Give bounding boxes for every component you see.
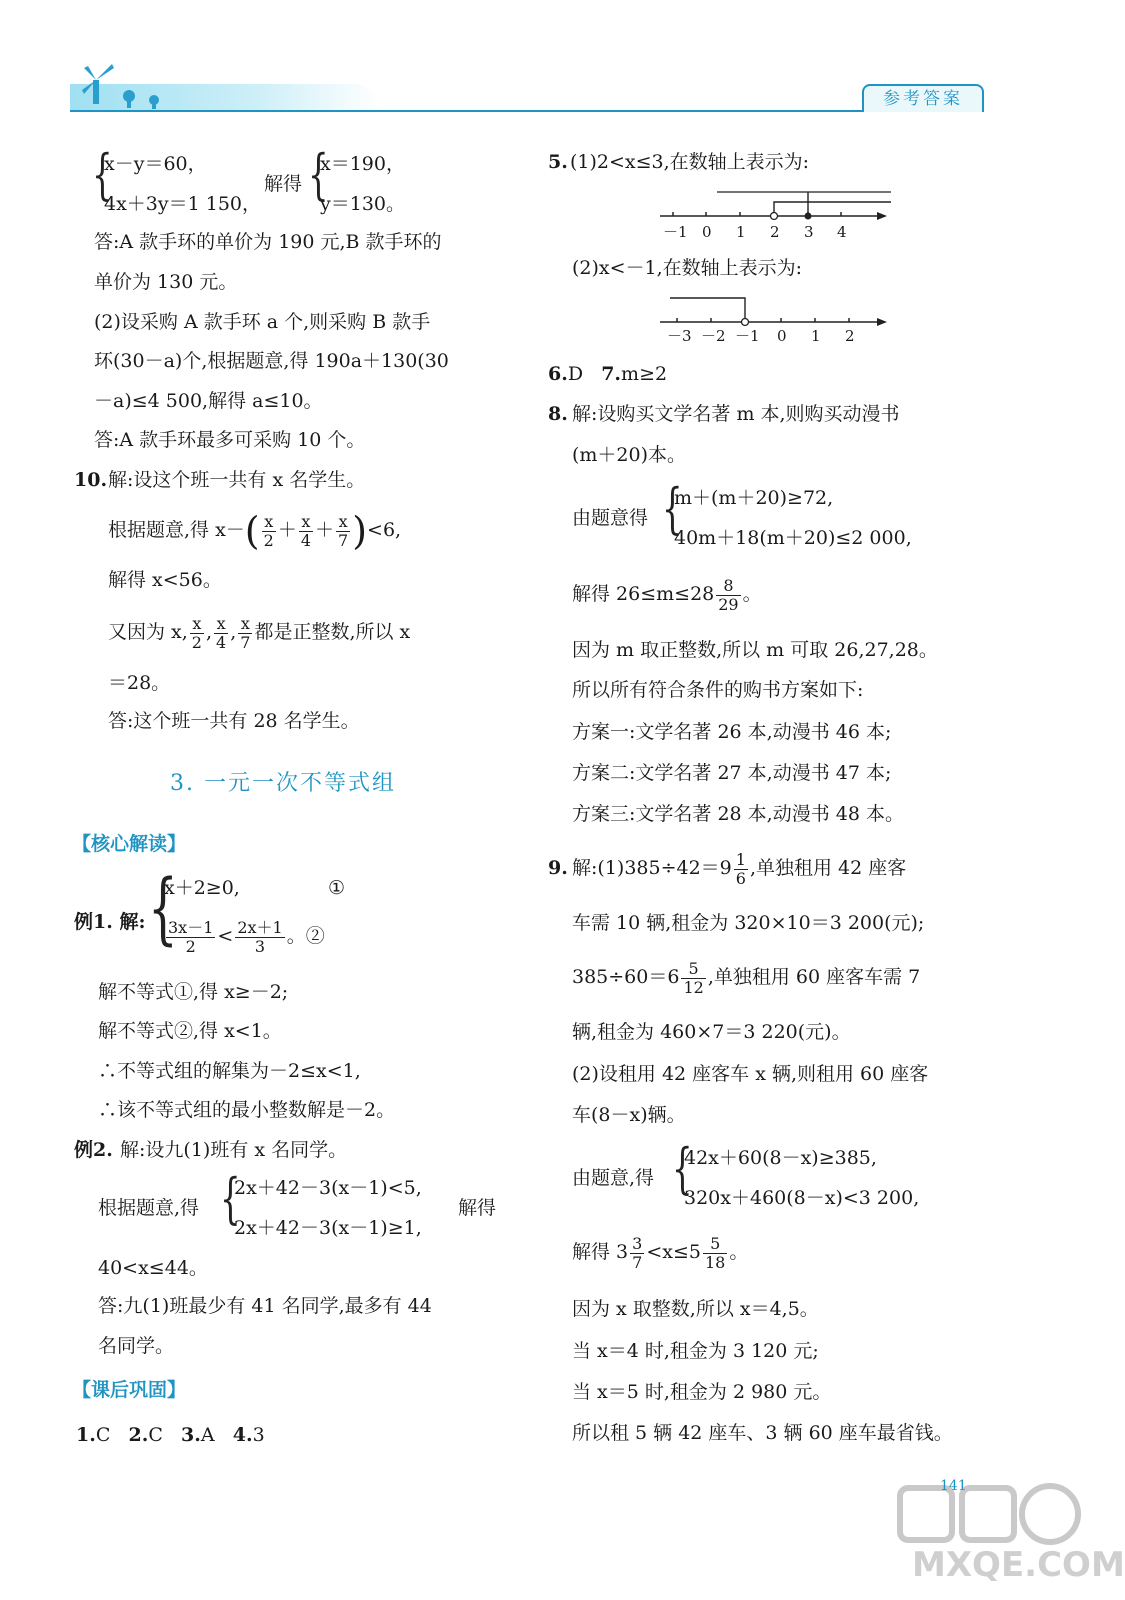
text-line: 解:(1)385÷42＝9 $\frac{1}{6}$ ,单独租用 42 座客 bbox=[572, 849, 907, 888]
text-line: 根据题意,得 bbox=[98, 1197, 200, 1219]
page-number: 141 bbox=[940, 1478, 967, 1494]
text-line: (1)2<x≤3,在数轴上表示为: bbox=[570, 151, 810, 173]
header-tag: 参考答案 bbox=[862, 84, 984, 112]
text-line: (m＋20)本。 bbox=[572, 444, 687, 466]
text-line: 方案二:文学名著 27 本,动漫书 47 本; bbox=[572, 762, 892, 784]
text-line: 环(30－a)个,根据题意,得 190a＋130(30 bbox=[94, 350, 449, 372]
equation: x－y＝60， bbox=[104, 153, 207, 175]
tick-label: －1 bbox=[735, 327, 760, 345]
tick-label: －2 bbox=[701, 327, 726, 345]
answers-line: 1.C 2.C 3.A 4.3 bbox=[76, 1424, 265, 1446]
equation: 根据题意,得 x－( $\frac{x}{2}$ ＋ $\frac{x}{4}$ ＋ $\frac{x}{7}$ )<6, bbox=[108, 509, 402, 553]
tick-label: －3 bbox=[667, 327, 692, 345]
text-line: 答:A 款手环最多可采购 10 个。 bbox=[94, 429, 366, 451]
text-line: 所以租 5 辆 42 座车、3 辆 60 座车最省钱。 bbox=[572, 1422, 953, 1444]
equation: 2x＋42－3(x－1)≥1, bbox=[234, 1217, 422, 1239]
text-line: 解:设九(1)班有 x 名同学。 bbox=[120, 1139, 348, 1161]
tick-label: 0 bbox=[777, 327, 787, 345]
text-line: 单价为 130 元。 bbox=[94, 271, 238, 293]
text-line: 因为 x 取整数,所以 x＝4,5。 bbox=[572, 1298, 819, 1320]
text-line: 车需 10 辆,租金为 320×10＝3 200(元); bbox=[572, 912, 925, 934]
brace: { bbox=[220, 1167, 241, 1230]
equation: m＋(m＋20)≥72, bbox=[674, 487, 834, 509]
text-line: ∴该不等式组的最小整数解是－2。 bbox=[98, 1099, 396, 1121]
section-label: 【核心解读】 bbox=[72, 833, 187, 855]
section-label: 【课后巩固】 bbox=[72, 1379, 187, 1401]
text-line: 解得 bbox=[264, 173, 303, 195]
text-line: 方案一:文学名著 26 本,动漫书 46 本; bbox=[572, 721, 892, 743]
tick-label: 0 bbox=[702, 223, 712, 241]
text-line: 车(8－x)辆。 bbox=[572, 1104, 686, 1126]
text-line: ＝28。 bbox=[108, 672, 171, 694]
equation: 320x＋460(8－x)<3 200, bbox=[684, 1187, 920, 1209]
text-line: 所以所有符合条件的购书方案如下: bbox=[572, 679, 864, 701]
text-line: 辆,租金为 460×7＝3 220(元)。 bbox=[572, 1021, 851, 1043]
brace: { bbox=[308, 143, 329, 206]
brace: { bbox=[148, 864, 178, 954]
tick-label: 2 bbox=[845, 327, 855, 345]
text-line: 解:设这个班一共有 x 名学生。 bbox=[108, 469, 366, 491]
text-line: 解得 x<56。 bbox=[108, 569, 222, 591]
text-line: 由题意,得 bbox=[572, 1167, 655, 1189]
text-line: 由题意得 bbox=[572, 507, 649, 529]
equation: 解得 3 $\frac{3}{7}$ <x≤5 $\frac{5}{18}$ 。 bbox=[572, 1233, 749, 1272]
equation-marker: ① bbox=[328, 877, 346, 899]
text-line: 解得 bbox=[458, 1197, 497, 1219]
text-line: 解不等式①,得 x≥－2; bbox=[98, 981, 289, 1003]
equation: y＝130。 bbox=[320, 193, 405, 215]
tick-label: 2 bbox=[770, 223, 780, 241]
text-line: 方案三:文学名著 28 本,动漫书 48 本。 bbox=[572, 803, 904, 825]
tick-label: －1 bbox=[663, 223, 688, 241]
header-rule bbox=[70, 110, 980, 112]
question-number: 8. bbox=[548, 403, 568, 425]
answers-line: 6.D 7.m≥2 bbox=[548, 363, 668, 385]
brace: { bbox=[92, 143, 113, 206]
equation: x＝190， bbox=[320, 153, 405, 175]
text-line: 因为 m 取正整数,所以 m 可取 26,27,28。 bbox=[572, 639, 938, 661]
equation: $\frac{3x-1}{2}$ < $\frac{2x+1}{3}$ 。② bbox=[168, 917, 325, 956]
text-line: (2)设采购 A 款手环 a 个,则采购 B 款手 bbox=[94, 311, 431, 333]
text-line: 答:这个班一共有 28 名学生。 bbox=[108, 710, 360, 732]
equation: 解得 26≤m≤28 $\frac{8}{29}$ 。 bbox=[572, 575, 762, 614]
example-label: 例1. 解: bbox=[74, 911, 146, 933]
equation: 40m＋18(m＋20)≤2 000, bbox=[674, 527, 912, 549]
brace: { bbox=[672, 1137, 693, 1200]
section-title: 3. 一元一次不等式组 bbox=[170, 771, 396, 796]
equation: 2x＋42－3(x－1)<5, bbox=[234, 1177, 422, 1199]
equation: 42x＋60(8－x)≥385, bbox=[684, 1147, 877, 1169]
text-line: 答:A 款手环的单价为 190 元,B 款手环的 bbox=[94, 231, 442, 253]
windmill-icon bbox=[74, 60, 174, 110]
text-line: (2)设租用 42 座客车 x 辆,则租用 60 座客 bbox=[572, 1063, 929, 1085]
text-line: 解:设购买文学名著 m 本,则购买动漫书 bbox=[572, 403, 900, 425]
text-line: (2)x<－1,在数轴上表示为: bbox=[572, 257, 803, 279]
text-line: －a)≤4 500,解得 a≤10。 bbox=[94, 390, 323, 412]
brace: { bbox=[662, 477, 683, 540]
tick-label: 1 bbox=[736, 223, 746, 241]
tick-label: 3 bbox=[804, 223, 814, 241]
tick-label: 4 bbox=[837, 223, 847, 241]
question-number: 10. bbox=[74, 469, 108, 491]
question-number: 5. bbox=[548, 151, 568, 173]
text-line: 名同学。 bbox=[98, 1335, 175, 1357]
tick-label: 1 bbox=[811, 327, 821, 345]
text-line: 又因为 x, $\frac{x}{2}$ , $\frac{x}{4}$ , $\frac{x}{7}$ 都是正整数,所以 x bbox=[108, 613, 411, 652]
text-line: 答:九(1)班最少有 41 名同学,最多有 44 bbox=[98, 1295, 432, 1317]
question-number: 9. bbox=[548, 857, 568, 879]
text-line: 当 x＝4 时,租金为 3 120 元; bbox=[572, 1340, 819, 1362]
equation: x＋2≥0, bbox=[164, 877, 240, 899]
text-line: 385÷60＝6 $\frac{5}{12}$ ,单独租用 60 座客车需 7 bbox=[572, 958, 921, 997]
equation: 4x＋3y＝1 150， bbox=[104, 193, 262, 215]
watermark-text: MXQE.COM bbox=[912, 1545, 1125, 1585]
text-line: ∴不等式组的解集为－2≤x<1, bbox=[98, 1060, 361, 1082]
text-line: 40<x≤44。 bbox=[98, 1257, 208, 1279]
example-label: 例2. bbox=[74, 1139, 113, 1161]
page-header bbox=[0, 0, 1092, 125]
text-line: 当 x＝5 时,租金为 2 980 元。 bbox=[572, 1381, 832, 1403]
text-line: 解不等式②,得 x<1。 bbox=[98, 1020, 282, 1042]
